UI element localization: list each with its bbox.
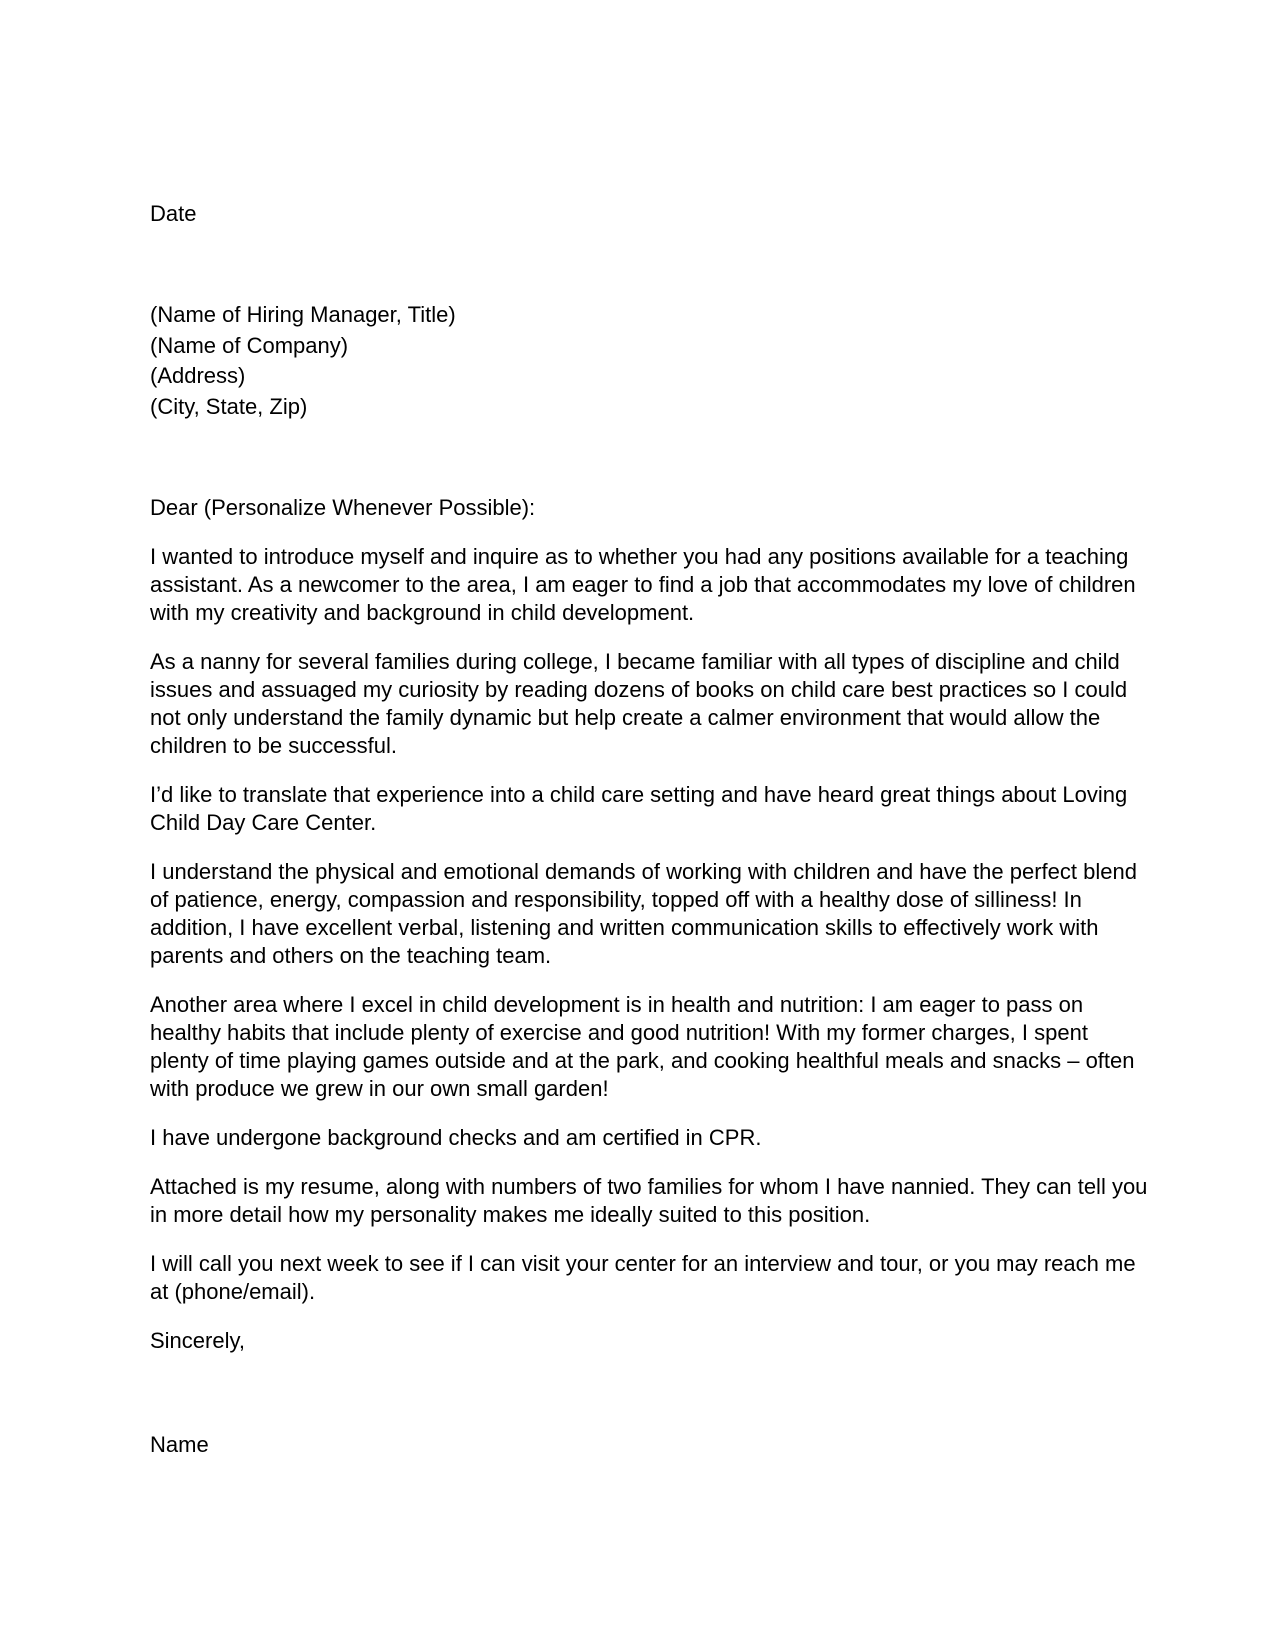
closing: Sincerely, <box>150 1328 245 1353</box>
recipient-address-line: (Address) <box>150 363 246 388</box>
body-paragraph: I’d like to translate that experience into a child care setting and have heard great things about Loving Child Day Care Center. <box>150 782 1128 835</box>
salutation: Dear (Personalize Whenever Possible): <box>150 495 536 520</box>
body-paragraph: I understand the physical and emotional demands of working with children and have the perfect blend of patience, energy, compassion and responsibility, topped off with a healthy dose of silliness! In addition, I have excellent verbal, listening and written communication skills to effectively work with parents and others on the teaching team. <box>150 859 1137 968</box>
recipient-company-line: (Name of Company) <box>150 332 349 358</box>
signature-name: Name <box>150 1432 209 1457</box>
recipient-name-line: (Name of Hiring Manager, Title) <box>150 302 456 327</box>
letter-date: Date <box>150 201 197 226</box>
cover-letter <box>150 200 1150 1459</box>
recipient-city-line: (City, State, Zip) <box>150 393 308 419</box>
body-paragraph: Another area where I excel in child development is in health and nutrition: I am eager to pass on healthy habits that include plenty of exercise and good nutrition! With my former charges, I spent plenty of time playing games outside and at the park, and cooking healthful meals and snacks – often with produce we grew in our own small garden! <box>150 992 1135 1101</box>
recipient-address <box>150 300 1150 422</box>
body-paragraph: As a nanny for several families during college, I became familiar with all types of discipline and child issues and assuaged my curiosity by reading dozens of books on child care best practices so I could not only understand the family dynamic but help create a calmer environment that would allow the children to be successful. <box>150 649 1128 758</box>
body-paragraph: I wanted to introduce myself and inquire as to whether you had any positions available for a teaching assistant. As a newcomer to the area, I am eager to find a job that accommodates my love of children with my creativity and background in child development. <box>150 544 1136 625</box>
body-paragraph: I have undergone background checks and am certified in CPR. <box>150 1125 762 1150</box>
body-paragraph: I will call you next week to see if I can visit your center for an interview and tour, or you may reach me at (phone/email). <box>150 1251 1136 1304</box>
body-paragraph: Attached is my resume, along with numbers of two families for whom I have nannied. They can tell you in more detail how my personality makes me ideally suited to this position. <box>150 1174 1148 1227</box>
